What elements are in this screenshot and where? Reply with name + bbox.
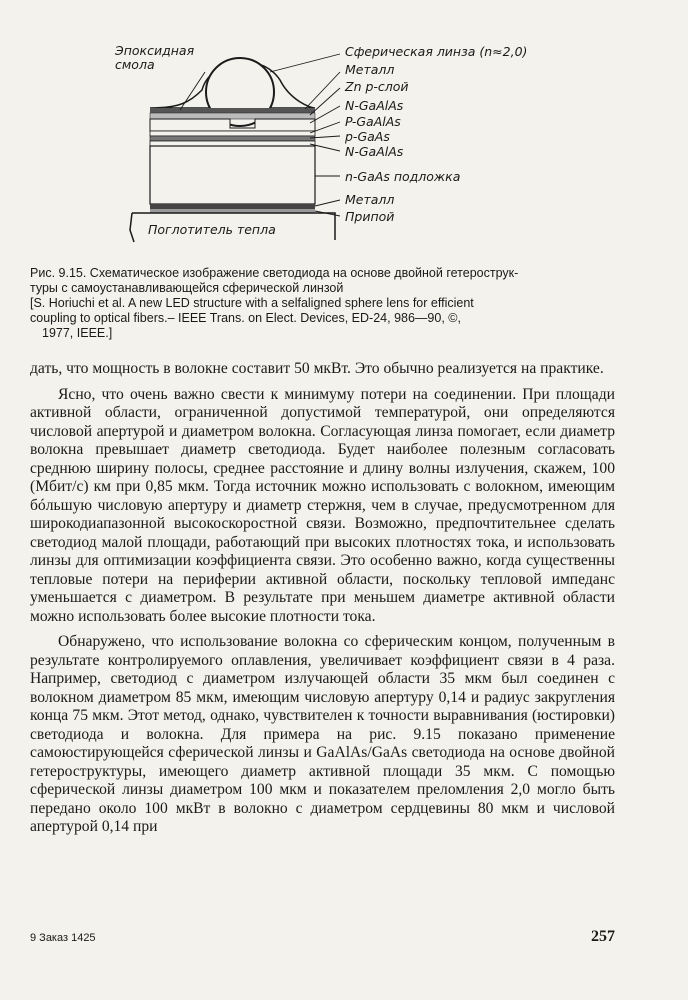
page-footer xyxy=(30,928,615,948)
p-gaalas-layer xyxy=(150,131,315,136)
label-n-gaalas-2: N-GaAlAs xyxy=(345,144,404,159)
label-metal-bottom: Металл xyxy=(345,192,395,207)
caption-reference: 1977, IEEE.] xyxy=(42,326,113,340)
label-metal-top: Металл xyxy=(345,62,395,77)
printer-signature: 9 Заказ 1425 xyxy=(30,932,96,944)
body-text xyxy=(30,360,615,844)
label-sphere-lens: Сферическая линза (n≈2,0) xyxy=(345,44,528,59)
figure-caption xyxy=(30,266,630,341)
caption-line: Рис. 9.15. Схематическое изображение светодиода на основе двойной гетерострук- xyxy=(30,266,519,280)
n-gaalas-layer-2 xyxy=(150,141,315,146)
label-solder: Припой xyxy=(345,209,395,224)
label-n-gaalas-1: N-GaAlAs xyxy=(345,98,404,113)
label-p-gaalas: P-GaAlAs xyxy=(345,114,401,129)
label-p-gaas: p-GaAs xyxy=(345,129,390,144)
p-gaas-layer xyxy=(150,136,315,141)
zn-p-layer xyxy=(150,113,315,119)
label-substrate: n-GaAs подложка xyxy=(345,169,461,184)
caption-line: туры с самоустанавливающейся сферической линзой xyxy=(30,281,344,295)
page-number: 257 xyxy=(591,928,615,945)
n-gaas-substrate xyxy=(150,146,315,204)
label-zn-layer: Zn p-слой xyxy=(345,79,409,94)
paragraph-3: Обнаружено, что использование волокна со сферическим концом, полученным в результате контролируемого оплавления, увеличивает коэффициент связи в 4 раза. Например, светодиод с диаметром излучающей области 35 мкм был соединен с волокном диаметром 85 мкм, имеющим числовую апертуру 0,14 и радиус закругления конца 75 мкм. Этот метод, однако, чувствителен к точности выравнивания (юстировки) светодиода и волокна. Для примера на рис. 9.15 показано применение самоюстирующейся сферической линзы и GaAlAs/GaAs светодиода на основе двойной гетероструктуры, имеющего диаметр активной площади 35 мкм. С помощью сферической линзы диаметром 100 мкм и показателем преломления 2,0 могло быть передано около 100 мкВт в волокно с диаметром сердцевины 80 мкм и числовой апертурой 0,14 при xyxy=(30,633,615,835)
led-structure-figure xyxy=(110,30,570,270)
caption-reference: coupling to optical fibers.– IEEE Trans. on Elect. Devices, ED-24, 986—90, ©, xyxy=(30,311,461,325)
bottom-metal-layer xyxy=(150,204,315,209)
paragraph-1: дать, что мощность в волокне составит 50 мкВт. Это обычно реализуется на практике. xyxy=(30,360,604,377)
label-epoxy: Эпоксидная смола xyxy=(115,43,195,72)
paragraph-2: Ясно, что очень важно свести к минимуму потери на соединении. При площади активной области, ограниченной допустимой температурой, они определяются числовой апертурой и диаметром волокна. Согласующая линза помогает, если диаметр волокна превышает диаметр светодиода. Будет наиболее полезным согласовать среднюю ширину полосы, среднее расстояние и длину волны излучения, скажем, 100 (Мбит/с) км при 0,85 мкм. Тогда источник можно использовать с волокном, имеющим бóльшую числовую апертуру и диаметр стержня, чем в случае, предусмотренном для широкодиапазонной высокоскоростной связи. Возможно, предпочтительнее сделать светодиод малой площади, работающий при высоких плотностях тока, и использовать линзы для оптимизации коэффициента связи. Это особенно важно, когда существенны тепловые потери на периферии активной области, поскольку тепловой импеданс уменьшается с диаметром. В результате при меньшем диаметре активной области можно использовать более высокие плотности тока. xyxy=(30,385,615,625)
caption-reference: [S. Horiuchi et al. A new LED structure with a selfaligned sphere lens for efficient xyxy=(30,296,474,310)
top-metal-layer xyxy=(150,108,315,113)
label-heat-sink: Поглотитель тепла xyxy=(148,222,276,237)
